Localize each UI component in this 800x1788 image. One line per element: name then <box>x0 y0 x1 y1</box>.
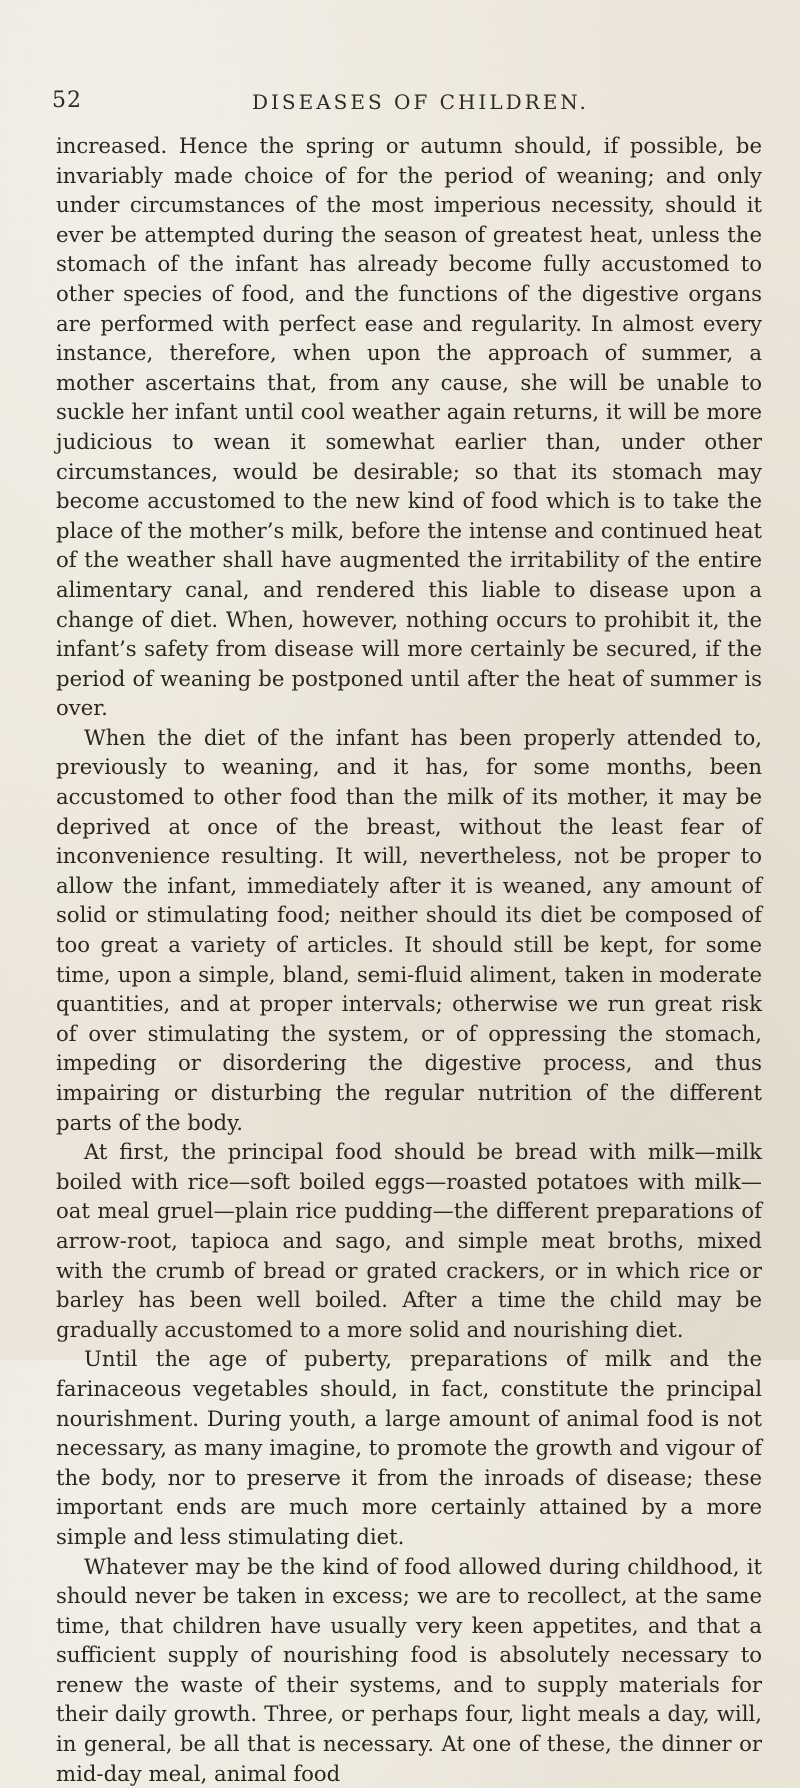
running-title: DISEASES OF CHILDREN. <box>252 90 589 114</box>
paragraph-puberty: Until the age of puberty, preparations of milk and the farinaceous vegetables should, in fact, constitute the principal nourishment. During youth, a large amount of animal food is not necessary, as many imagine, to promote the growth and vigour of the body, nor to preserve it from the inroads of disease; these important ends are much more certainly attained by a more simple and less stimulating diet. <box>56 1344 762 1551</box>
running-head <box>52 88 760 118</box>
paragraph-continued: increased. Hence the spring or autumn should, if possible, be invariably made choice of for the period of weaning; and only under circumstances of the most imperious necessity, should it ever be attempted during the season of greatest heat, unless the stomach of the infant has already become fully accustomed to other species of food, and the functions of the digestive organs are performed with perfect ease and regularity. In almost every instance, therefore, when upon the approach of summer, a mother ascertains that, from any cause, she will be unable to suckle her infant until cool weather again returns, it will be more judicious to wean it somewhat earlier than, under other circumstances, would be desirable; so that its stomach may become accustomed to the new kind of food which is to take the place of the mother’s milk, before the intense and continued heat of the weather shall have augmented the irritability of the entire alimentary canal, and rendered this liable to disease upon a change of diet. When, however, nothing occurs to prohibit it, the infant’s safety from disease will more certainly be secured, if the period of weaning be postponed until after the heat of summer is over. <box>56 131 762 723</box>
paragraph-excess: Whatever may be the kind of food allowed during childhood, it should never be taken in excess; we are to recollect, at the same time, that children have usually very keen appetites, and that a sufficient supply of nourishing food is absolutely necessary to renew the waste of their systems, and to supply materials for their daily growth. Three, or perhaps four, light meals a day, will, in general, be all that is necessary. At one of these, the dinner or mid-day meal, animal food <box>56 1552 762 1788</box>
body-text <box>56 131 762 1788</box>
paragraph-principal-food: At first, the principal food should be bread with milk—milk boiled with rice—soft boiled eggs—roasted potatoes with milk—oat meal gruel—plain rice pudding—the different preparations of arrow-root, tapioca and sago, and simple meat broths, mixed with the crumb of bread or grated crackers, or in which rice or barley has been well boiled. After a time the child may be gradually accustomed to a more solid and nourishing diet. <box>56 1137 762 1344</box>
paragraph-weaning-diet: When the diet of the infant has been properly attended to, previously to weaning, and it has, for some months, been accustomed to other food than the milk of its mother, it may be deprived at once of the breast, without the least fear of inconvenience resulting. It will, nevertheless, not be proper to allow the infant, immediately after it is weaned, any amount of solid or stimulating food; neither should its diet be composed of too great a variety of articles. It should still be kept, for some time, upon a simple, bland, semi-fluid aliment, taken in moderate quantities, and at proper intervals; otherwise we run great risk of over stimulating the system, or of oppressing the stomach, impeding or disordering the digestive process, and thus impairing or disturbing the regular nutrition of the different parts of the body. <box>56 723 762 1137</box>
page-number: 52 <box>52 88 82 113</box>
